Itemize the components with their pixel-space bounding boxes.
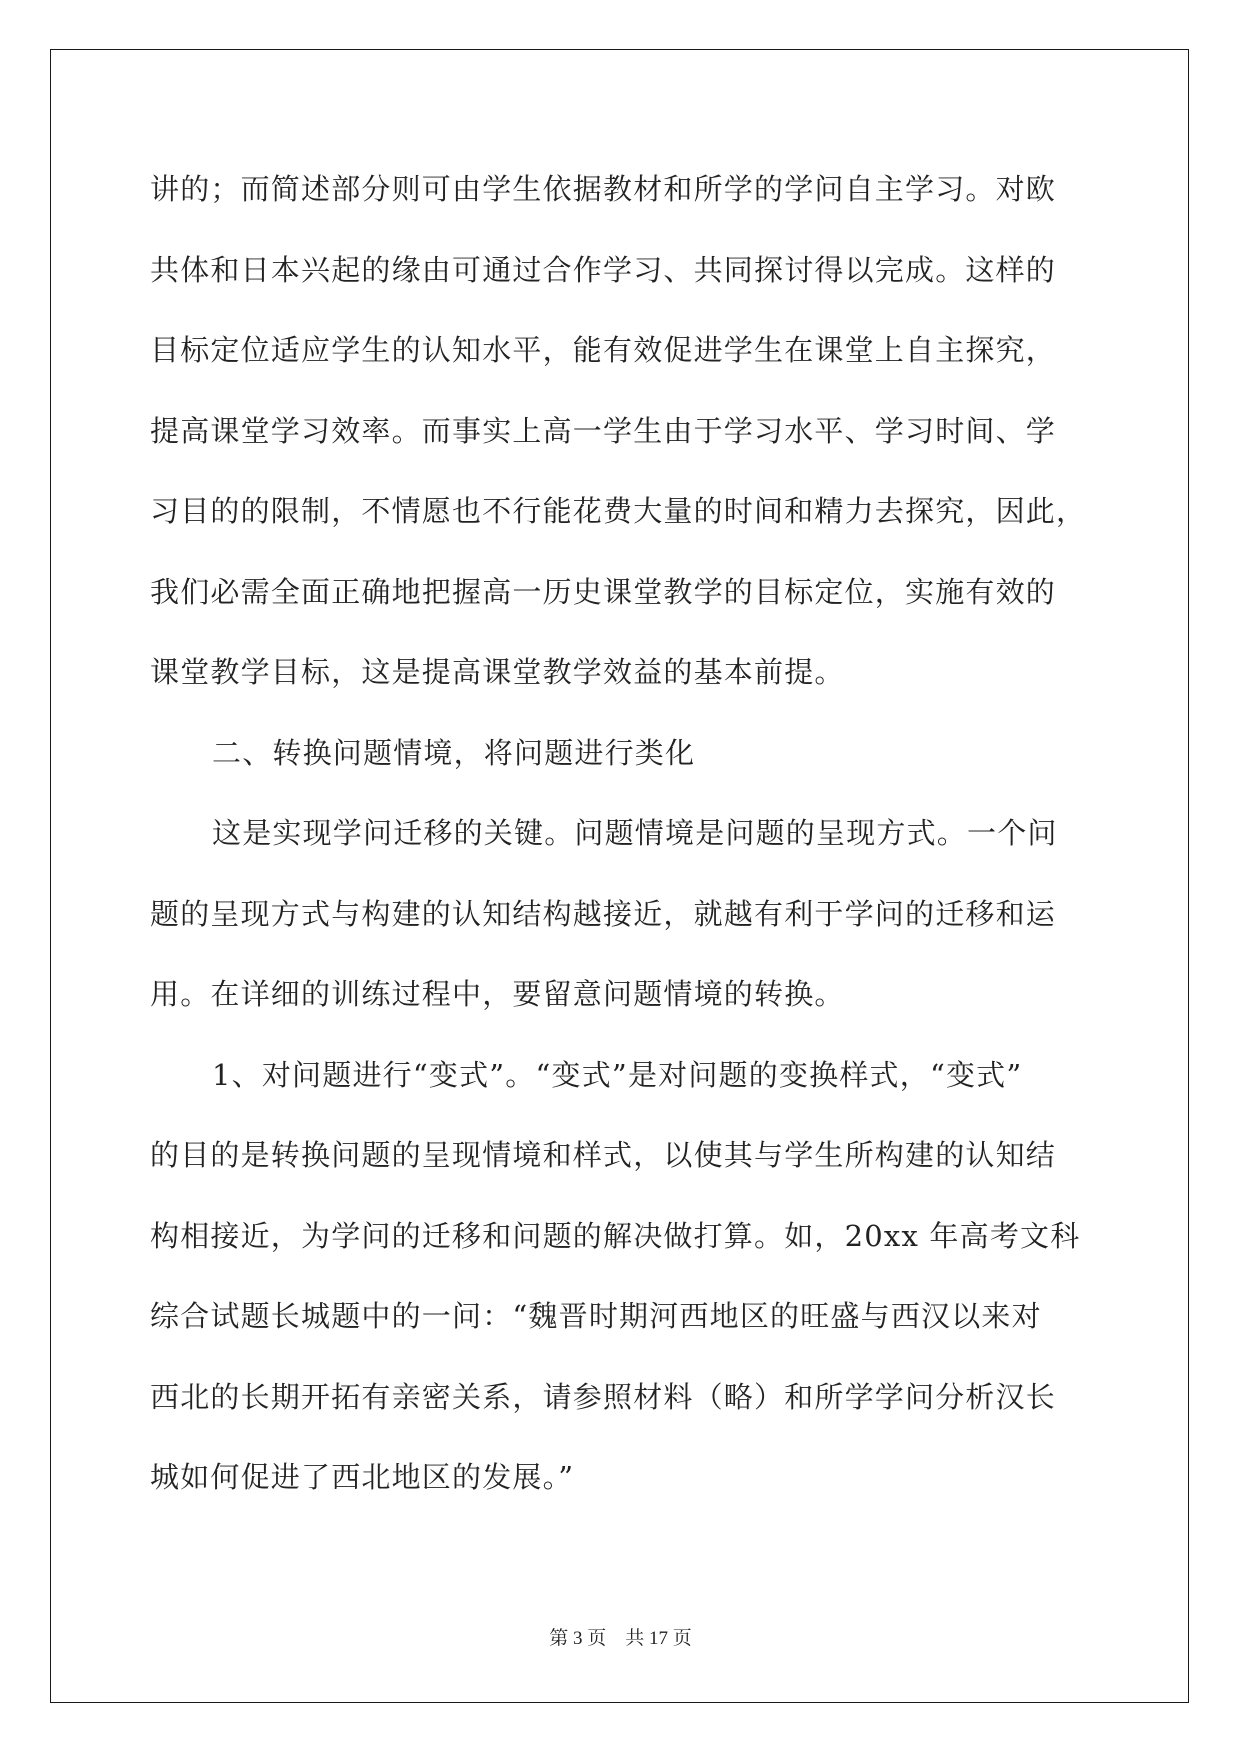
body-line-15: 综合试题长城题中的一问：“魏晋时期河西地区的旺盛与西汉以来对: [150, 1299, 1042, 1333]
section-heading: 二、转换问题情境，将问题进行类化: [212, 736, 696, 770]
body-line-13: 的目的是转换问题的呈现情境和样式，以使其与学生所构建的认知结: [150, 1138, 1057, 1172]
body-line-9: 这是实现学问迁移的关键。问题情境是问题的呈现方式。一个问: [212, 816, 1058, 850]
body-line-3: 目标定位适应学生的认知水平，能有效促进学生在课堂上自主探究，: [150, 333, 1057, 367]
body-line-16: 西北的长期开拓有亲密关系，请参照材料（略）和所学学问分析汉长: [150, 1380, 1057, 1414]
body-line-14: 构相接近，为学问的迁移和问题的解决做打算。如，20xx 年高考文科: [150, 1219, 1081, 1253]
body-line-2: 共体和日本兴起的缘由可通过合作学习、共同探讨得以完成。这样的: [150, 253, 1057, 287]
body-line-5: 习目的的限制，不情愿也不行能花费大量的时间和精力去探究，因此，: [150, 494, 1087, 528]
page-border: [50, 49, 1189, 1703]
body-line-1: 讲的；而简述部分则可由学生依据教材和所学的学问自主学习。对欧: [150, 172, 1057, 206]
body-line-4: 提高课堂学习效率。而事实上高一学生由于学习水平、学习时间、学: [150, 414, 1057, 448]
body-line-6: 我们必需全面正确地把握高一历史课堂教学的目标定位，实施有效的: [150, 575, 1057, 609]
body-line-11: 用。在详细的训练过程中，要留意问题情境的转换。: [150, 977, 845, 1011]
body-line-12: 1、对问题进行“变式”。“变式”是对问题的变换样式，“变式”: [212, 1058, 1023, 1092]
body-line-17: 城如何促进了西北地区的发展。”: [150, 1460, 575, 1494]
body-line-10: 题的呈现方式与构建的认知结构越接近，就越有利于学问的迁移和运: [150, 897, 1057, 931]
body-line-7: 课堂教学目标，这是提高课堂教学效益的基本前提。: [150, 655, 845, 689]
page-number-footer: 第 3 页 共 17 页: [549, 1628, 692, 1649]
